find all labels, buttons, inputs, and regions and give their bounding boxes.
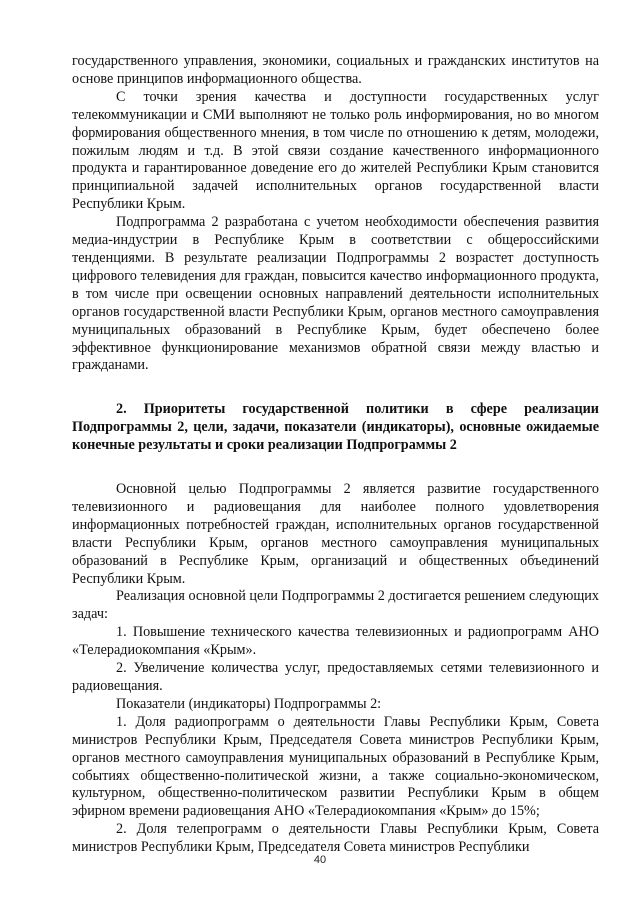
spacer: [72, 375, 599, 401]
section-heading: 2. Приоритеты государственной политики в сфере реализации Подпрограммы 2, цели, задачи, показатели (индикаторы), основные ожидаемые конечные результаты и сроки реализации Подпрограммы 2: [72, 401, 599, 454]
paragraph-tasks-intro: Реализация основной цели Подпрограммы 2 достигается решением следующих задач:: [72, 588, 599, 623]
paragraph-continuation: государственного управления, экономики, социальных и гражданских институтов на основе принципов информационного общества.: [72, 53, 599, 87]
document-body: [72, 53, 599, 857]
paragraph-quality-access: С точки зрения качества и доступности государственных услуг телекоммуникации и СМИ выполняют не только роль информирования, но во многом формирования общественного мнения, в том числе по отношению к детям, молодежи, пожилым людям и т.д. В этой связи создание качественного информационного продукта и гарантированное доведение его до жителей Республики Крым становится принципиальной задачей исполнительных органов государственной власти Республики Крым.: [72, 88, 599, 213]
paragraph-subprogram-development: Подпрограмма 2 разработана с учетом необходимости обеспечения развития медиа-индустрии в Республике Крым в соответствии с общероссийскими тенденциями. В результате реализации Подпрограммы 2 возрастет доступность цифрового телевидения для граждан, повысится качество информационного продукта, в том числе при освещении основных направлений деятельности исполнительных органов государственной власти Республики Крым, органов местного самоуправления муниципальных образований в Республике Крым, будет обеспечено более эффективное функционирование механизмов обратной связи между властью и гражданами.: [72, 214, 599, 374]
list-item-task-2: 2. Увеличение количества услуг, предоставляемых сетями телевизионного и радиовещания.: [72, 660, 599, 694]
list-item-task-1: 1. Повышение технического качества телевизионных и радиопрограмм АНО «Телерадиокомпания «Крым».: [72, 624, 599, 659]
paragraph-indicators-intro: Показатели (индикаторы) Подпрограммы 2:: [116, 695, 382, 712]
list-item-indicator-2: 2. Доля телепрограмм о деятельности Главы Республики Крым, Совета министров Республики Крым, Председателя Совета министров Республики: [72, 821, 599, 856]
spacer: [72, 455, 599, 481]
paragraph-main-goal: Основной целью Подпрограммы 2 является развитие государственного телевизионного и радиовещания для наиболее полного удовлетворения информационных потребностей граждан, исполнительных органов государственной власти Республики Крым, органов местного самоуправления муниципальных образований в Республике Крым, организаций и общественных объединений Республики Крым.: [72, 481, 599, 587]
list-item-indicator-1: 1. Доля радиопрограмм о деятельности Главы Республики Крым, Совета министров Республики Крым, Председателя Совета министров Республики Крым, органов местного самоуправления муниципальных образований в Республике Крым, событиях общественно-политической жизни, а также социально-экономическом, культурном, общественно-политическом развитии Республики Крым в общем эфирном времени радиовещания АНО «Телерадиокомпания «Крым» до 15%;: [72, 713, 599, 820]
page-number: 40: [313, 854, 327, 866]
